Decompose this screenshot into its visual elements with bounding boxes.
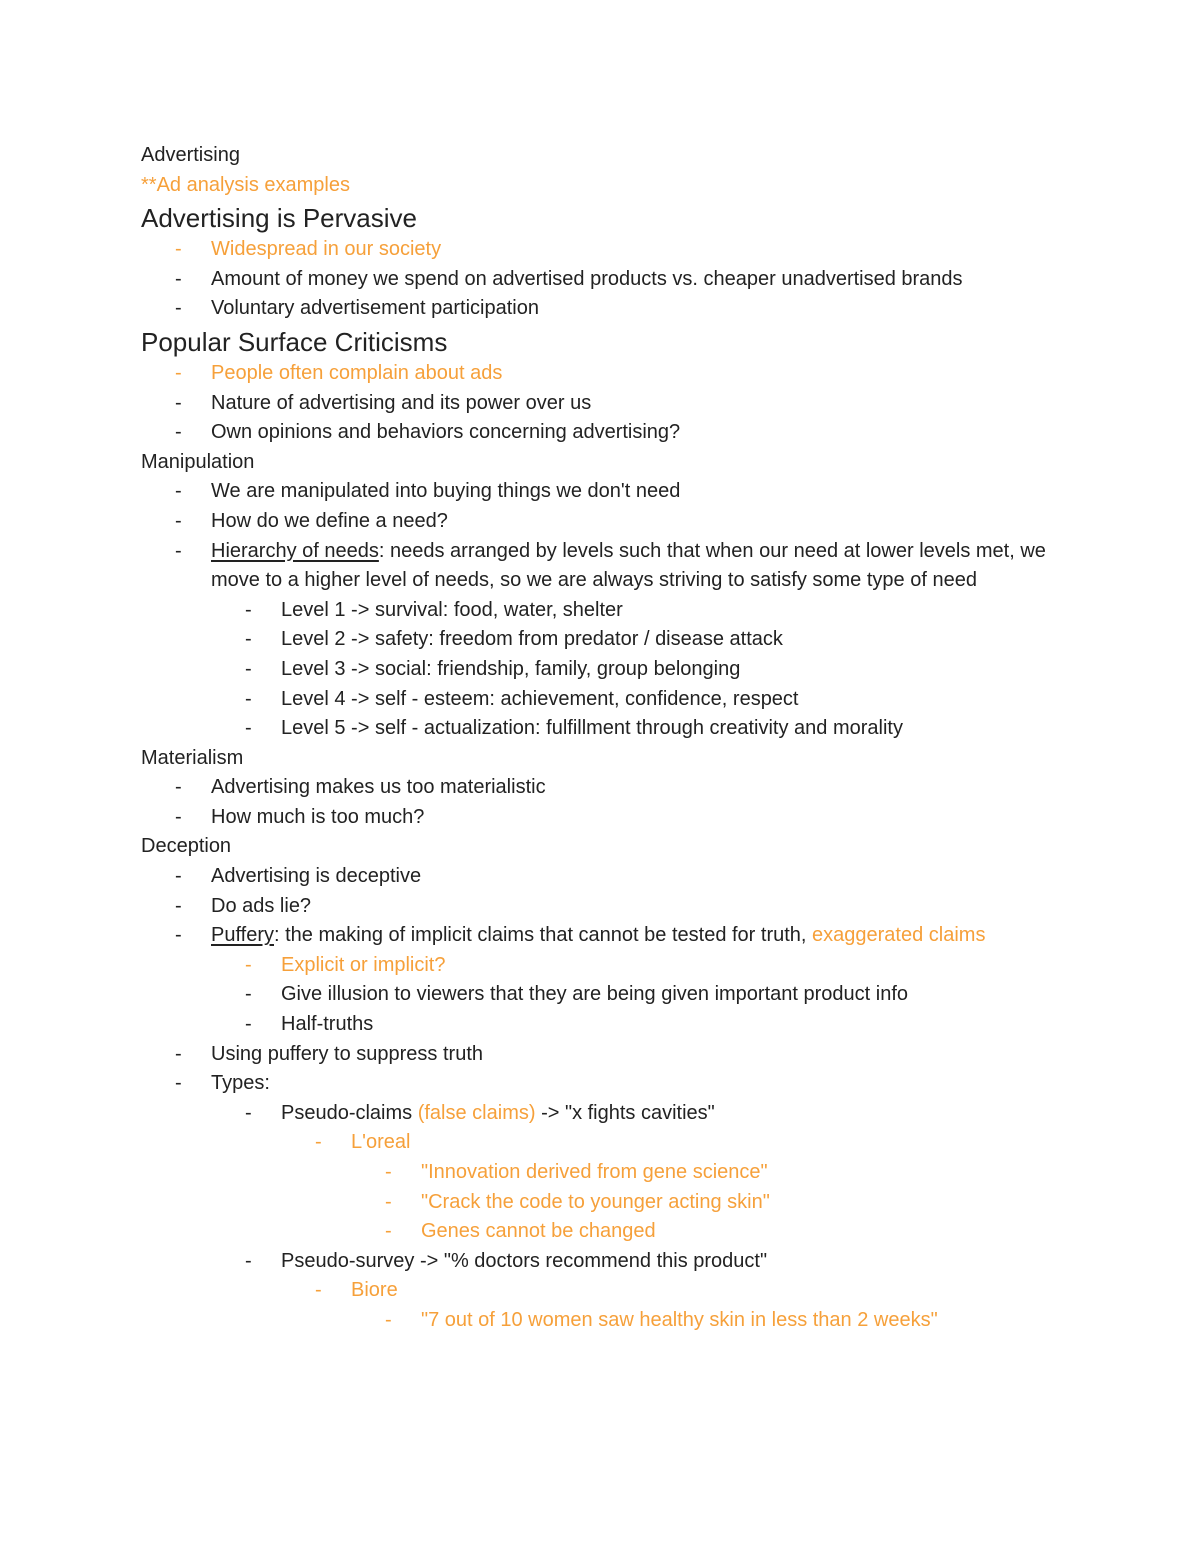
pervasive-list bbox=[141, 235, 1081, 324]
section-label-deception: Deception bbox=[141, 835, 232, 858]
pseudo-survey-examples bbox=[281, 1276, 1081, 1335]
list-item-biore: - Biore - "7 out of 10 women saw healthy skin in less than 2 weeks" bbox=[281, 1276, 1081, 1335]
list-item-loreal: - L'oreal - "Innovation derived from gene science" - "Crack the code to younger acting skin" - Genes cannot be changed bbox=[281, 1128, 1081, 1246]
doc-subtitle: **Ad analysis examples bbox=[141, 173, 350, 196]
list-item: - Own opinions and behaviors concerning advertising? bbox=[175, 421, 681, 444]
list-item: - Voluntary advertisement participation bbox=[175, 297, 539, 320]
list-item: - Nature of advertising and its power over us bbox=[175, 391, 592, 414]
list-item: - Level 5 -> self - actualization: fulfillment through creativity and morality bbox=[245, 717, 903, 740]
manipulation-list bbox=[141, 477, 1081, 743]
list-item: - Advertising makes us too materialistic bbox=[175, 776, 546, 799]
section-label-manipulation: Manipulation bbox=[141, 450, 255, 473]
list-item: - Widespread in our society bbox=[175, 238, 442, 261]
list-item: - Level 4 -> self - esteem: achievement, confidence, respect bbox=[245, 687, 799, 710]
biore-list bbox=[351, 1306, 1081, 1336]
list-item-hierarchy: - Hierarchy of needs: needs arranged by levels such that when our need at lower levels met, we move to a higher level of needs, so we are always striving to satisfy some type of need - Level 1 -> survival: food, water, shelter - Level 2 -> safety: freedom from predator / disease attack - Level 3 -> social: friendship, family, group belonging - Level 4 -> self - esteem: achievement, confidence, respect - Level 5 -> self - actualization: fulfillment through creativity and morality bbox=[141, 537, 1081, 744]
list-item: - We are manipulated into buying things we don't need bbox=[175, 480, 681, 503]
list-item: - Do ads lie? bbox=[175, 894, 312, 917]
list-item: - Level 3 -> social: friendship, family, group belonging bbox=[245, 657, 741, 680]
list-item: - Give illusion to viewers that they are being given important product info bbox=[245, 983, 909, 1006]
heading-pervasive: Advertising is Pervasive bbox=[141, 203, 417, 234]
list-item-pseudo-survey: - Pseudo-survey -> "% doctors recommend this product" - Biore - "7 out of 10 women saw healthy skin in less than 2 weeks" bbox=[211, 1247, 1081, 1336]
loreal-list bbox=[351, 1158, 1081, 1247]
list-item-types: - Types: - Pseudo-claims (false claims) -> "x fights cavities" - L'oreal - "Innovation derived from gene science" - "Crack the code to younger acting skin" - Genes cannot be changed - Pseudo-survey -> "% doctors recommend this product" - Biore - "7 out of 10 women saw healthy skin in less than 2 weeks" bbox=[141, 1069, 1081, 1335]
list-item: - Explicit or implicit? bbox=[245, 953, 446, 976]
types-list bbox=[211, 1099, 1081, 1336]
list-item-pseudo-claims: - Pseudo-claims (false claims) -> "x fights cavities" - L'oreal - "Innovation derived from gene science" - "Crack the code to younger acting skin" - Genes cannot be changed bbox=[211, 1099, 1081, 1247]
section-label-materialism: Materialism bbox=[141, 746, 244, 769]
list-item: - "Innovation derived from gene science" bbox=[385, 1161, 768, 1183]
list-item: - Using puffery to suppress truth bbox=[175, 1042, 483, 1065]
criticisms-list bbox=[141, 359, 1081, 448]
list-item: - Level 1 -> survival: food, water, shelter bbox=[245, 598, 623, 621]
puffery-sublist bbox=[211, 951, 1081, 1040]
list-item: - "7 out of 10 women saw healthy skin in less than 2 weeks" bbox=[385, 1308, 938, 1331]
list-item: - Half-truths bbox=[245, 1013, 374, 1036]
term-hierarchy-of-needs: Hierarchy of needs bbox=[211, 539, 379, 562]
pseudo-claims-examples bbox=[281, 1128, 1081, 1246]
list-item-puffery: - Puffery: the making of implicit claims that cannot be tested for truth, exaggerated claims - Explicit or implicit? - Give illusion to viewers that they are being given important product info - Half-truths bbox=[141, 921, 1081, 1039]
doc-title: Advertising bbox=[141, 144, 240, 166]
list-item: - How much is too much? bbox=[175, 805, 425, 828]
list-item: - How do we define a need? bbox=[175, 509, 448, 532]
list-item: - Amount of money we spend on advertised products vs. cheaper unadvertised brands bbox=[175, 267, 963, 290]
materialism-list bbox=[141, 773, 1081, 832]
list-item: - "Crack the code to younger acting skin" bbox=[385, 1190, 770, 1213]
list-item: - Genes cannot be changed bbox=[385, 1220, 656, 1243]
deception-list bbox=[141, 862, 1081, 1336]
list-item: - Level 2 -> safety: freedom from predator / disease attack bbox=[245, 628, 783, 651]
document-page bbox=[141, 141, 1081, 1336]
list-item: - People often complain about ads bbox=[175, 361, 503, 384]
heading-criticisms: Popular Surface Criticisms bbox=[141, 326, 448, 357]
list-item: - Advertising is deceptive bbox=[175, 865, 422, 888]
highlight-exaggerated-claims: exaggerated claims bbox=[812, 924, 986, 947]
levels-list bbox=[211, 596, 1081, 744]
term-puffery: Puffery bbox=[211, 924, 274, 947]
